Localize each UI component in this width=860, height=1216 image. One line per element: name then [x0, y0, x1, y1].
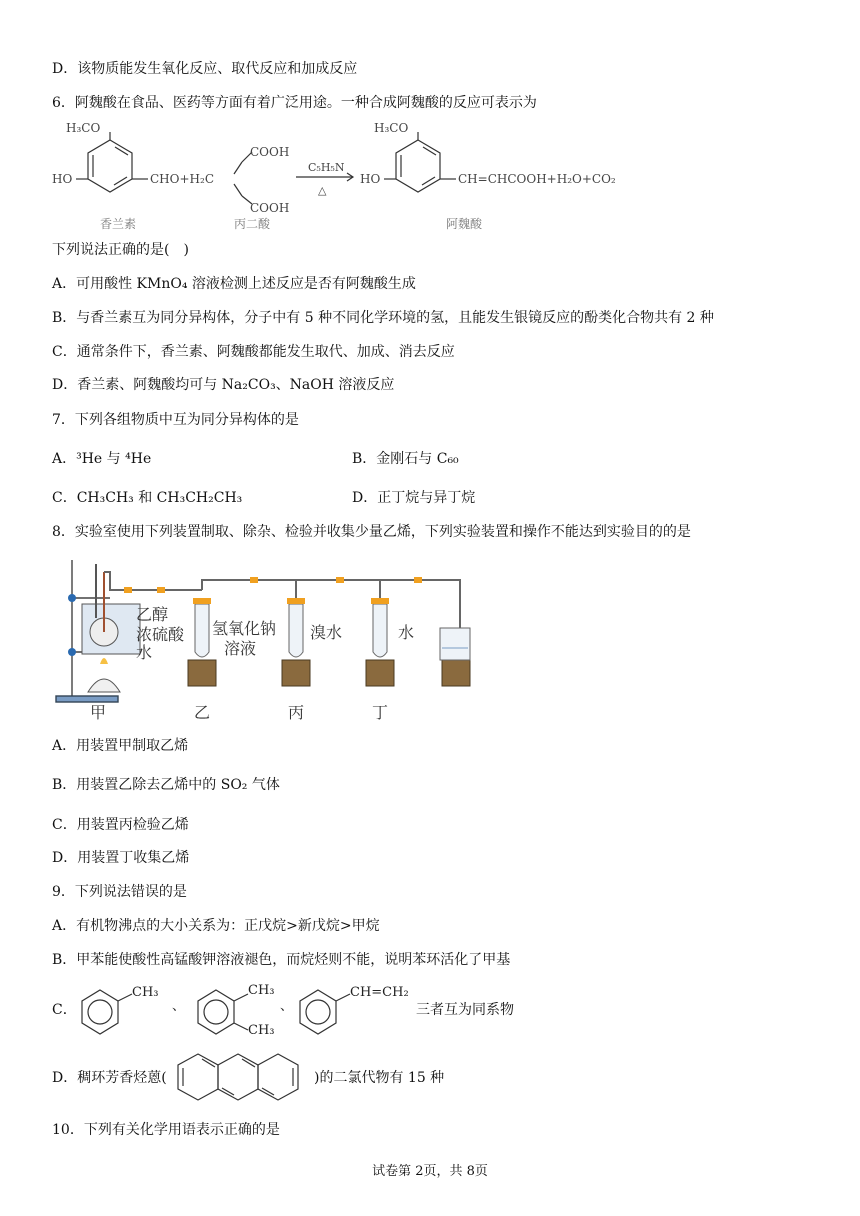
- c-methyl-2a: CH₃: [248, 983, 275, 998]
- product-h3co: H₃CO: [374, 121, 409, 135]
- q7-option-c[interactable]: C．CH₃CH₃ 和 CH₃CH₂CH₃: [52, 490, 243, 506]
- question-6-stem: 6．阿魏酸在食品、医药等方面有着广泛用途。一种合成阿魏酸的反应可表示为: [52, 95, 537, 111]
- lab-apparatus-figure: [52, 552, 492, 724]
- label-water-2: 水: [398, 623, 415, 642]
- q9-option-a[interactable]: A．有机物沸点的大小关系为：正戊烷>新戊烷>甲烷: [52, 918, 380, 934]
- c-sep-2: 、: [280, 999, 294, 1014]
- cooh-bottom: COOH: [250, 201, 290, 215]
- catalyst-label: C₅H₅N: [308, 161, 345, 174]
- q9-option-c-structures: [72, 980, 420, 1042]
- product-chain: CH=CHCOOH+H₂O+CO₂: [458, 172, 616, 186]
- q6-option-a[interactable]: A．可用酸性 KMnO₄ 溶液检测上述反应是否有阿魏酸生成: [52, 276, 416, 292]
- c-methyl-2b: CH₃: [248, 1023, 275, 1038]
- label-sulfuric: 浓硫酸: [136, 625, 185, 644]
- label-naoh-2: 溶液: [224, 639, 257, 658]
- label-bromine: 溴水: [310, 623, 343, 642]
- q6-option-d[interactable]: D．香兰素、阿魏酸均可与 Na₂CO₃、NaOH 溶液反应: [52, 377, 395, 393]
- reactant-cho: CHO+H₂C: [150, 172, 214, 186]
- question-8-stem: 8．实验室使用下列装置制取、除杂、检验并收集少量乙烯，下列实验装置和操作不能达到实验目的的是: [52, 524, 691, 540]
- question-9-stem: 9．下列说法错误的是: [52, 884, 187, 900]
- question-10-stem: 10．下列有关化学用语表示正确的是: [52, 1122, 280, 1138]
- name-ferulic: 阿魏酸: [446, 217, 483, 231]
- label-water-1: 水: [136, 643, 153, 662]
- label-bing: 丙: [288, 703, 305, 722]
- reactant-ho: HO: [52, 172, 73, 186]
- q6-option-c[interactable]: C．通常条件下，香兰素、阿魏酸都能发生取代、加成、消去反应: [52, 344, 455, 360]
- q8-option-c[interactable]: C．用装置丙检验乙烯: [52, 817, 189, 833]
- q7-option-a[interactable]: A．³He 与 ⁴He: [52, 451, 152, 467]
- product-ho: HO: [360, 172, 381, 186]
- label-naoh-1: 氢氧化钠: [212, 619, 277, 638]
- q7-option-d[interactable]: D．正丁烷与异丁烷: [352, 490, 476, 506]
- q8-option-b[interactable]: B．用装置乙除去乙烯中的 SO₂ 气体: [52, 777, 280, 793]
- reaction-scheme: [48, 118, 668, 236]
- c-methyl-1: CH₃: [132, 985, 159, 1000]
- q8-option-d[interactable]: D．用装置丁收集乙烯: [52, 850, 190, 866]
- option-d-prev: D．该物质能发生氧化反应、取代反应和加成反应: [52, 61, 358, 77]
- name-vanillin: 香兰素: [100, 217, 137, 231]
- question-6-prompt: 下列说法正确的是( ): [52, 242, 189, 258]
- q8-option-a[interactable]: A．用装置甲制取乙烯: [52, 738, 189, 754]
- label-ding: 丁: [372, 703, 389, 722]
- reactant-h3co: H₃CO: [66, 121, 101, 135]
- name-malonic: 丙二酸: [234, 217, 271, 231]
- q6-option-b[interactable]: B．与香兰素互为同分异构体，分子中有 5 种不同化学环境的氢，且能发生银镜反应的酚类化合物共有 2 种: [52, 310, 714, 326]
- q9-option-d-prefix[interactable]: D．稠环芳香烃蒽(: [52, 1070, 167, 1086]
- q7-option-b[interactable]: B．金刚石与 C₆₀: [352, 451, 459, 467]
- label-jia: 甲: [90, 703, 107, 722]
- q9-option-d-suffix: )的二氯代物有 15 种: [314, 1070, 445, 1086]
- label-ethanol: 乙醇: [136, 605, 169, 624]
- cooh-top: COOH: [250, 145, 290, 159]
- q9-option-c-prefix[interactable]: C．: [52, 1002, 77, 1018]
- anthracene-structure: [172, 1048, 314, 1106]
- label-yi: 乙: [194, 703, 211, 722]
- question-7-stem: 7．下列各组物质中互为同分异构体的是: [52, 412, 299, 428]
- c-vinyl: CH=CH₂: [350, 985, 409, 1000]
- q9-option-c-suffix: 三者互为同系物: [416, 1002, 514, 1018]
- page-footer: 试卷第 2页，共 8页: [372, 1164, 488, 1179]
- q9-option-b[interactable]: B．甲苯能使酸性高锰酸钾溶液褪色，而烷烃则不能，说明苯环活化了甲基: [52, 952, 511, 968]
- c-sep-1: 、: [172, 999, 186, 1014]
- heat-label: △: [318, 184, 327, 197]
